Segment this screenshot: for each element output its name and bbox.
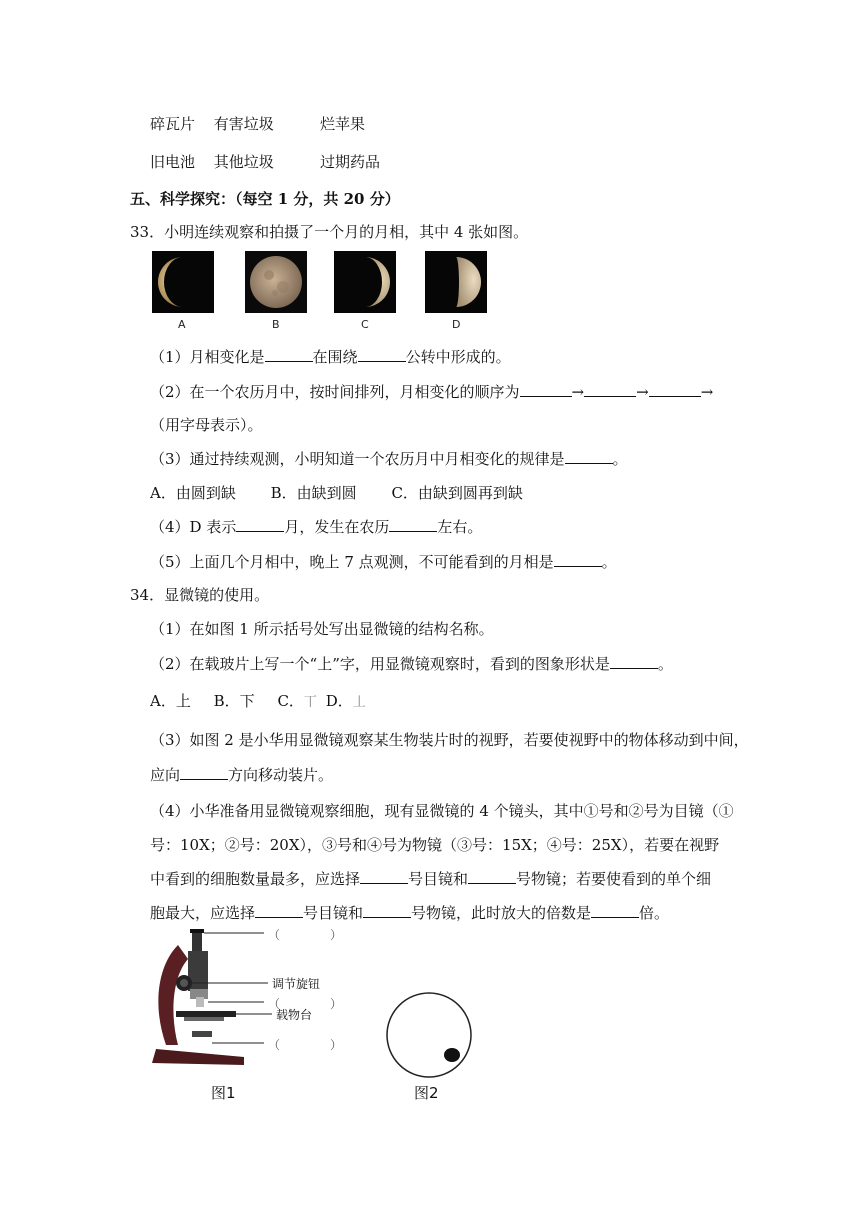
question-34-3-line1: （3）如图 2 是小华用显微镜观察某生物装片时的视野，若要使视野中的物体移动到中间， bbox=[150, 731, 749, 749]
answer-blank[interactable] bbox=[468, 869, 516, 884]
callout-blank-3: （ ） bbox=[268, 1038, 343, 1052]
answer-blank[interactable] bbox=[363, 903, 411, 918]
answer-blank[interactable] bbox=[565, 449, 613, 464]
waste-row-1 bbox=[150, 113, 366, 134]
waste-category: 有害垃圾 bbox=[213, 115, 274, 133]
moon-photo-c bbox=[334, 251, 396, 313]
moon-photo-a bbox=[152, 251, 214, 313]
question-33-5: （5）上面几个月相中，晚上 7 点观测，不可能看到的月相是 。 bbox=[150, 553, 617, 571]
answer-blank[interactable] bbox=[584, 382, 636, 397]
moon-label-a: A bbox=[178, 318, 186, 331]
moon-label-c: C bbox=[361, 318, 369, 331]
option-d: D． bbox=[325, 692, 353, 710]
question-33-2-note: （用字母表示）。 bbox=[150, 416, 263, 434]
answer-blank[interactable] bbox=[236, 517, 284, 532]
answer-blank[interactable] bbox=[360, 869, 408, 884]
answer-blank[interactable] bbox=[255, 903, 303, 918]
option-b: B．由缺到圆 bbox=[270, 484, 357, 502]
callout-blank-2: （ ） bbox=[268, 997, 343, 1011]
waste-item: 烂苹果 bbox=[320, 115, 366, 133]
callout-blank-1: （ ） bbox=[268, 928, 343, 942]
question-33-stem: 33．小明连续观察和拍摄了一个月的月相，其中 4 张如图。 bbox=[130, 223, 529, 241]
full-moon-icon bbox=[245, 251, 307, 313]
option-b: B．下 bbox=[213, 692, 255, 710]
waste-row-2 bbox=[150, 151, 381, 172]
moon-photo-d bbox=[425, 251, 487, 313]
option-a: A．由圆到缺 bbox=[150, 484, 236, 502]
option-c: C．由缺到圆再到缺 bbox=[391, 484, 523, 502]
answer-blank[interactable] bbox=[649, 382, 701, 397]
question-34-3-line2: 应向 方向移动装片。 bbox=[150, 766, 334, 784]
question-34-4-line1: （4）小华准备用显微镜观察细胞，现有显微镜的 4 个镜头，其中①号和②号为目镜（① bbox=[150, 802, 734, 820]
answer-blank[interactable] bbox=[591, 903, 639, 918]
option-c: C． bbox=[277, 692, 304, 710]
callout-stage-label: 载物台 bbox=[276, 1008, 313, 1022]
waning-crescent-moon-icon bbox=[152, 251, 214, 313]
moon-photo-b bbox=[245, 251, 307, 313]
waste-item: 过期药品 bbox=[320, 153, 381, 171]
question-34-4-line3: 中看到的细胞数量最多，应选择 号目镜和 号物镜；若要使看到的单个细 bbox=[150, 870, 712, 888]
callout-knob-label: 调节旋钮 bbox=[272, 977, 321, 991]
field-of-view-diagram bbox=[384, 990, 474, 1080]
question-34-4-line2: 号：10X；②号：20X），③号和④号为物镜（③号：15X；④号：25X），若要在视野 bbox=[150, 836, 720, 854]
answer-blank[interactable] bbox=[389, 517, 437, 532]
figure-1-label: 图1 bbox=[211, 1084, 236, 1102]
option-a: A．上 bbox=[150, 692, 191, 710]
answer-blank[interactable] bbox=[358, 347, 406, 362]
waxing-crescent-moon-icon bbox=[334, 251, 396, 313]
question-34-1: （1）在如图 1 所示括号处写出显微镜的结构名称。 bbox=[150, 620, 494, 638]
waste-item: 旧电池 bbox=[150, 153, 196, 171]
answer-blank[interactable] bbox=[610, 654, 658, 669]
question-33-3-options bbox=[150, 482, 523, 503]
waste-item: 碎瓦片 bbox=[150, 115, 196, 133]
option-d-glyph: 丄 bbox=[352, 695, 366, 710]
figure-2-label: 图2 bbox=[414, 1084, 439, 1102]
question-33-2: （2）在一个农历月中，按时间排列，月相变化的顺序为 → → → bbox=[150, 383, 714, 401]
question-33-1: （1）月相变化是 在围绕 公转中形成的。 bbox=[150, 348, 511, 366]
question-34-2: （2）在载玻片上写一个“上”字，用显微镜观察时，看到的图象形状是 。 bbox=[150, 655, 673, 673]
question-34-stem: 34．显微镜的使用。 bbox=[130, 586, 270, 604]
answer-blank[interactable] bbox=[180, 765, 228, 780]
waste-category: 其他垃圾 bbox=[213, 153, 274, 171]
question-33-3: （3）通过持续观测，小明知道一个农历月中月相变化的规律是 。 bbox=[150, 450, 628, 468]
moon-label-d: D bbox=[452, 318, 461, 331]
moon-label-b: B bbox=[272, 318, 280, 331]
question-34-2-options bbox=[150, 690, 366, 711]
section-title: 五、科学探究：（每空 1 分，共 20 分） bbox=[130, 190, 400, 208]
option-c-glyph: 丅 bbox=[303, 695, 317, 710]
question-34-4-line4: 胞最大，应选择 号目镜和 号物镜，此时放大的倍数是 倍。 bbox=[150, 904, 670, 922]
answer-blank[interactable] bbox=[265, 347, 313, 362]
answer-blank[interactable] bbox=[520, 382, 572, 397]
question-33-4: （4）D 表示 月，发生在农历 左右。 bbox=[150, 518, 483, 536]
answer-blank[interactable] bbox=[554, 552, 602, 567]
quarter-moon-icon bbox=[425, 251, 487, 313]
